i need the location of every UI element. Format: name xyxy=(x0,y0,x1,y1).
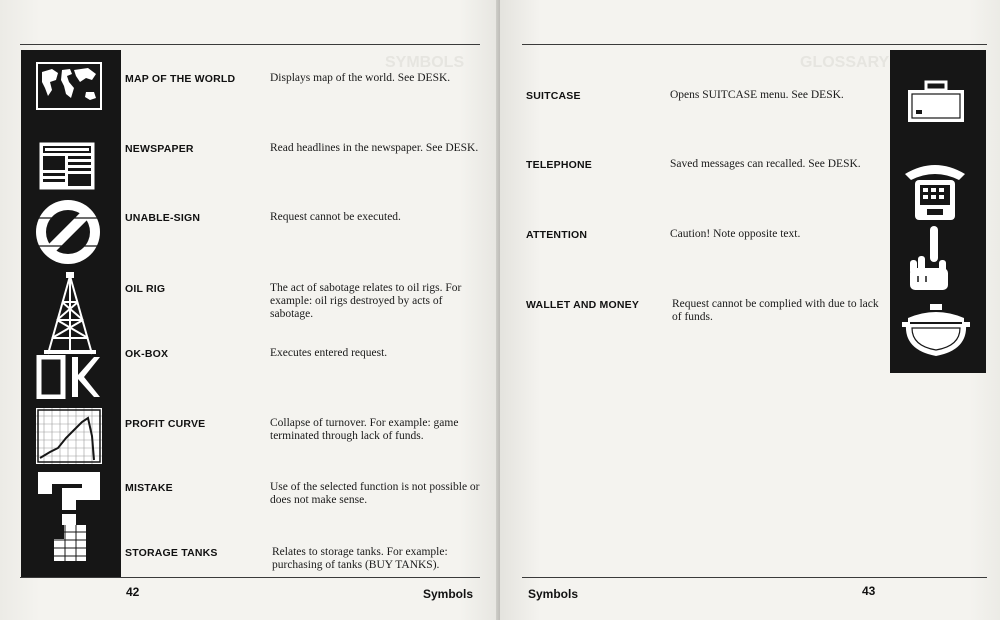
bottom-rule xyxy=(20,577,480,578)
page-number: 43 xyxy=(862,584,876,598)
telephone-icon xyxy=(903,160,967,222)
description-oil-rig: The act of sabotage relates to oil rigs. For example: oil rigs destroyed by acts of sabotage. xyxy=(270,282,462,320)
term-mistake: MISTAKE xyxy=(125,482,173,494)
pointing-hand-icon xyxy=(906,224,958,292)
storage-tank-icon xyxy=(53,524,87,562)
description-profit-curve: Collapse of turnover. For example: game terminated through lack of funds. xyxy=(270,417,459,442)
suitcase-icon xyxy=(906,80,966,124)
description-telephone: Saved messages can recalled. See DESK. xyxy=(670,158,861,170)
term-attention: ATTENTION xyxy=(526,229,588,241)
page-number: 42 xyxy=(126,585,140,599)
top-rule xyxy=(522,44,987,45)
term-oil-rig: OIL RIG xyxy=(125,283,166,295)
ok-box-icon xyxy=(36,355,102,399)
term-ok-box: OK-BOX xyxy=(125,348,169,360)
bleed-through-text: GLOSSARY xyxy=(800,54,890,71)
running-title: Symbols xyxy=(528,587,579,601)
money-pot-icon xyxy=(902,302,970,360)
description-unable-sign: Request cannot be executed. xyxy=(270,211,401,223)
description-attention: Caution! Note opposite text. xyxy=(670,228,801,240)
term-storage-tanks: STORAGE TANKS xyxy=(125,547,218,559)
term-suitcase: SUITCASE xyxy=(526,90,581,102)
description-ok-box: Executes entered request. xyxy=(270,347,388,359)
bottom-rule xyxy=(522,577,987,578)
description-map-of-the-world: Displays map of the world. See DESK. xyxy=(270,72,451,84)
running-title: Symbols xyxy=(423,587,474,601)
oil-rig-icon xyxy=(40,272,100,356)
right-page xyxy=(500,0,1000,620)
description-storage-tanks: Relates to storage tanks. For example: purchasing of tanks (BUY TANKS). xyxy=(272,546,448,571)
description-suitcase: Opens SUITCASE menu. See DESK. xyxy=(670,89,844,101)
term-newspaper: NEWSPAPER xyxy=(125,143,194,155)
term-profit-curve: PROFIT CURVE xyxy=(125,418,206,430)
top-rule xyxy=(20,44,480,45)
newspaper-icon xyxy=(39,142,95,190)
term-unable-sign: UNABLE-SIGN xyxy=(125,212,201,224)
prohibited-icon xyxy=(34,198,102,266)
bleed-through-text: SYMBOLS xyxy=(385,54,465,71)
profit-curve-icon xyxy=(36,408,102,464)
description-mistake: Use of the selected function is not possible or does not make sense. xyxy=(270,481,480,506)
term-map-of-the-world: MAP OF THE WORLD xyxy=(125,73,236,85)
term-wallet-and-money: WALLET AND MONEY xyxy=(526,299,640,311)
question-mark-icon xyxy=(36,470,102,526)
description-newspaper: Read headlines in the newspaper. See DESK. xyxy=(270,142,479,154)
description-wallet-and-money: Request cannot be complied with due to lack of funds. xyxy=(672,298,879,323)
world-map-icon xyxy=(36,62,102,110)
term-telephone: TELEPHONE xyxy=(526,159,592,171)
